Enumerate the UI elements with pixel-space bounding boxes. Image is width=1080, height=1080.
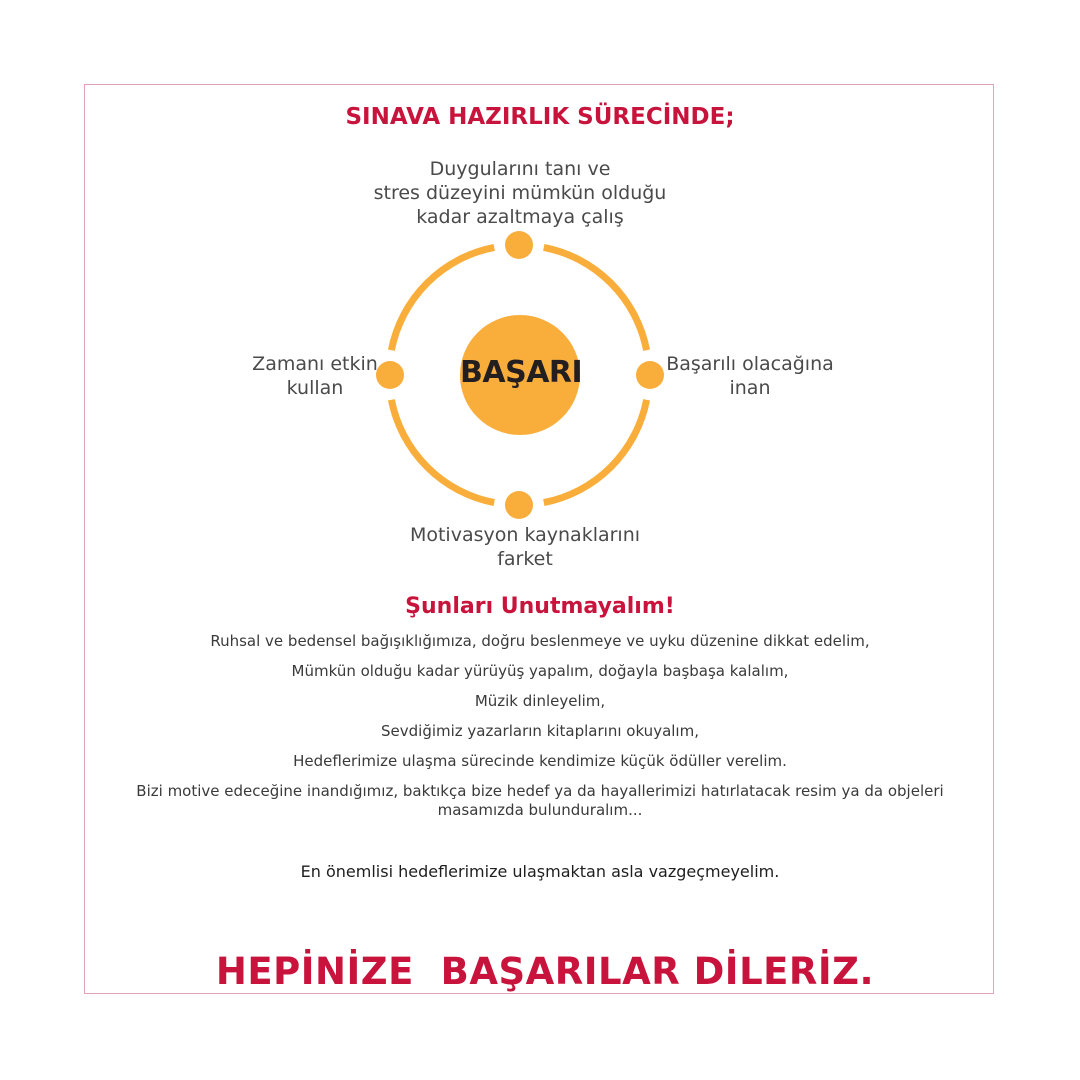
node-label-line: stres düzeyini mümkün olduğu (373, 182, 667, 204)
reminders-list (110, 632, 970, 832)
node-label-line: Başarılı olacağına (666, 353, 834, 375)
node-label-line: Motivasyon kaynaklarını (409, 524, 641, 546)
node-dot-top (505, 231, 533, 259)
node-dot-right (636, 361, 664, 389)
node-label-line: farket (497, 548, 553, 570)
reminder-item: Hedeflerimize ulaşma sürecinde kendimize küçük ödüller verelim. (293, 752, 787, 770)
reminder-item: Mümkün olduğu kadar yürüyüş yapalım, doğayla başbaşa kalalım, (291, 662, 789, 680)
node-dot-left (376, 361, 404, 389)
reminder-item: Sevdiğimiz yazarların kitaplarını okuyalım, (381, 722, 699, 740)
reminder-item: Ruhsal ve bedensel bağışıklığımıza, doğru beslenmeye ve uyku düzenine dikkat edelim, (210, 632, 870, 650)
reminders-heading: Şunları Unutmayalım! (405, 594, 675, 619)
node-dot-bottom (505, 491, 533, 519)
center-label: BAŞARI (460, 355, 583, 390)
node-label-line: kadar azaltmaya çalış (416, 206, 624, 228)
node-label-line: Zamanı etkin (252, 353, 378, 375)
page-title: SINAVA HAZIRLIK SÜRECİNDE; (345, 104, 735, 130)
reminder-item: Müzik dinleyelim, (474, 692, 606, 710)
closing-statement: En önemlisi hedeflerimize ulaşmaktan asla vazgeçmeyelim. (300, 862, 780, 881)
node-label-line: inan (729, 377, 771, 399)
node-label-line: kullan (286, 377, 344, 399)
node-label-line: Duygularını tanı ve (429, 158, 611, 180)
reminder-item: Bizi motive edeceğine inandığımız, baktıkça bize hedef ya da hayallerimizi hatırlatacak resim ya da objeleri masamızda bulunduralım... (136, 782, 944, 819)
footer-banner: HEPİNİZE BAŞARILAR DİLERİZ. (215, 950, 875, 993)
